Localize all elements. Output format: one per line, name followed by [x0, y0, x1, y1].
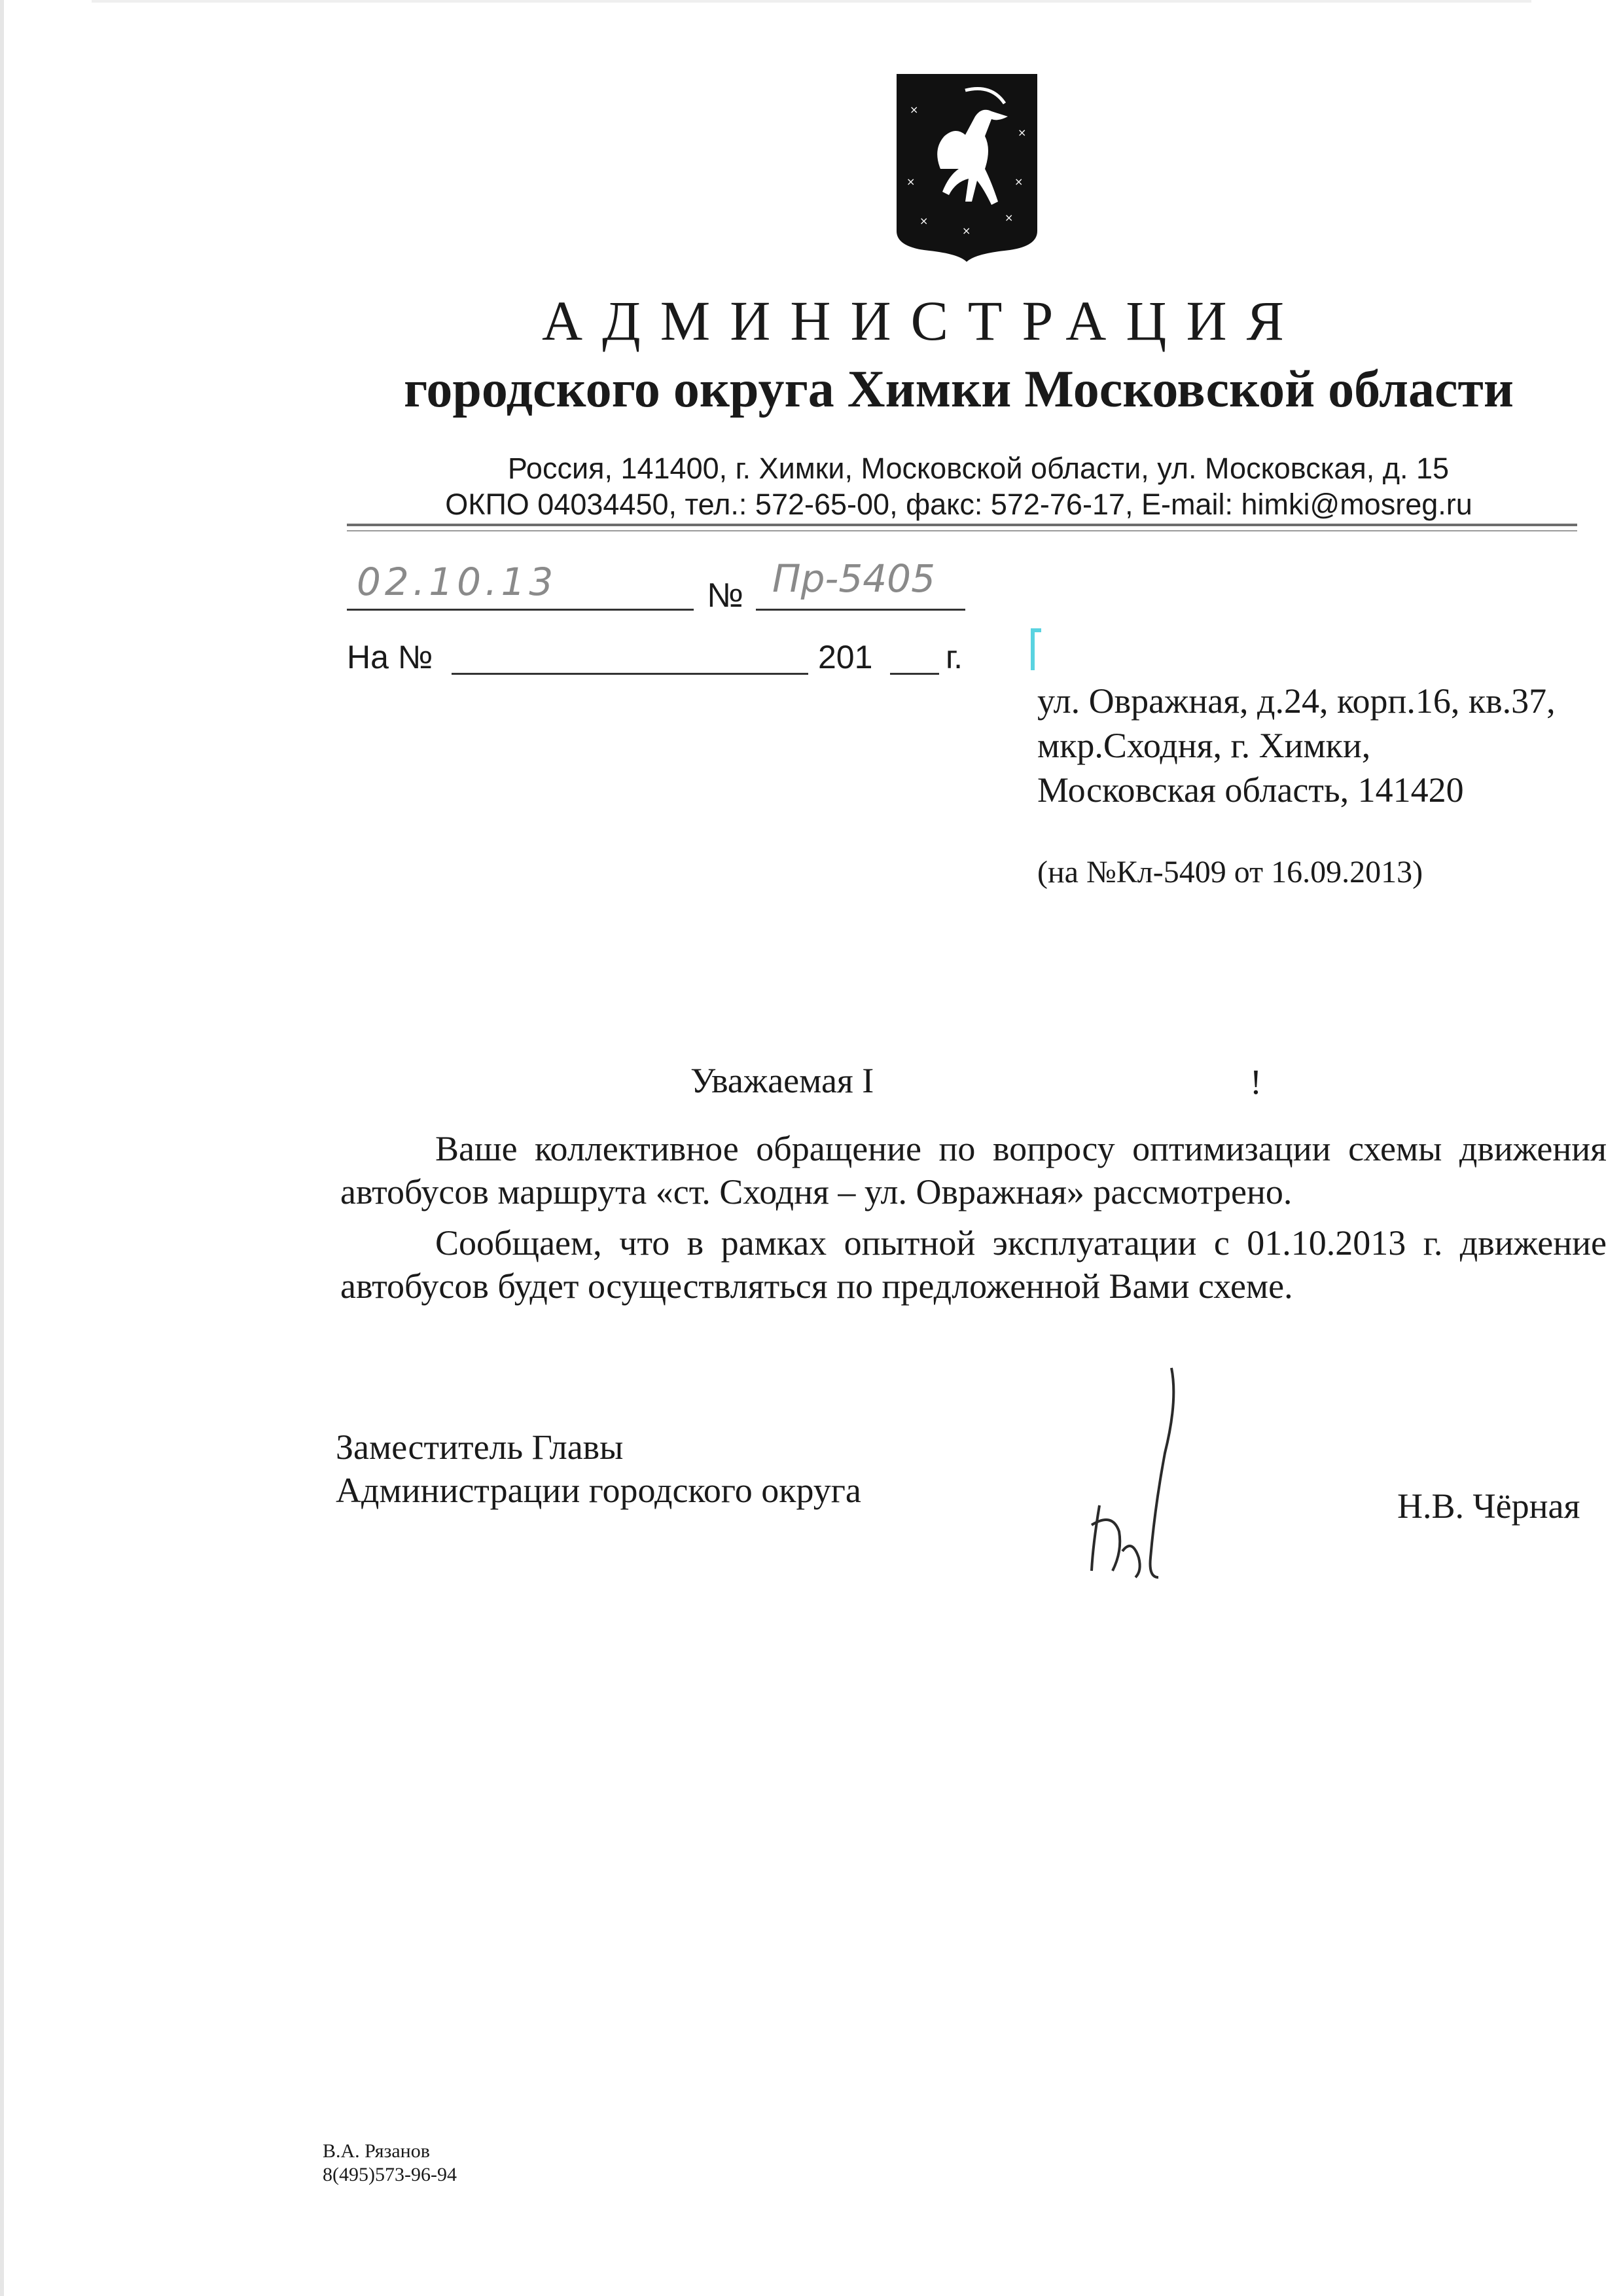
date-underline — [347, 609, 694, 611]
year-underline — [890, 673, 939, 675]
header-divider — [347, 524, 1577, 526]
signer-organization: Администрации городского округа — [336, 1471, 861, 1510]
signer-position: Заместитель Главы — [336, 1427, 624, 1467]
executor-name: В.А. Рязанов — [323, 2140, 430, 2162]
handwritten-signature — [1073, 1361, 1204, 1597]
organization-subtitle: городского округа Химки Московской области — [404, 361, 1514, 418]
svg-text:×: × — [919, 215, 929, 227]
outgoing-date-handwritten: 02.10.13 — [357, 560, 558, 604]
recipient-region: Московская область, 141420 — [1037, 770, 1464, 810]
coat-of-arms-emblem — [893, 71, 1041, 264]
svg-text:×: × — [1005, 211, 1014, 224]
svg-text:×: × — [906, 175, 916, 188]
greeting-exclamation: ! — [1250, 1062, 1262, 1102]
number-underline — [756, 609, 965, 611]
address-line: Россия, 141400, г. Химки, Московской области, ул. Московская, д. 15 — [507, 452, 1450, 485]
header-divider-thin — [347, 530, 1577, 531]
scan-edge-top — [92, 0, 1531, 3]
organization-title: АДМИНИСТРАЦИЯ — [542, 289, 1304, 352]
incoming-reference: (на №Кл-5409 от 16.09.2013) — [1037, 855, 1423, 889]
year-suffix: г. — [946, 639, 963, 675]
reply-to-label: На № — [347, 639, 433, 675]
recipient-street: ул. Овражная, д.24, корп.16, кв.37, — [1037, 681, 1556, 721]
signer-name: Н.В. Чёрная — [1397, 1486, 1580, 1526]
year-prefix: 201 — [818, 639, 873, 675]
contacts-line: ОКПО 04034450, тел.: 572-65-00, факс: 572-76-17, E-mail: himki@mosreg.ru — [445, 488, 1472, 521]
body-paragraph: Сообщаем, что в рамках опытной эксплуатации с 01.10.2013 г. движение автобусов будет осуществляться по предложенной Вами схеме. — [340, 1223, 1607, 1306]
number-label: № — [707, 577, 743, 615]
reply-to-underline — [452, 673, 808, 675]
executor-phone: 8(495)573-96-94 — [323, 2164, 457, 2185]
svg-text:×: × — [910, 103, 919, 116]
outgoing-number-handwritten: Пр-5405 — [772, 556, 935, 601]
scan-edge-left — [0, 0, 4, 2296]
svg-text:×: × — [1014, 175, 1024, 188]
body-paragraph: Ваше коллективное обращение по вопросу оптимизации схемы движения автобусов маршрута «ст. Сходня – ул. Овражная» рассмотрено. — [340, 1129, 1607, 1211]
greeting: Уважаемая I — [690, 1061, 874, 1100]
svg-text:×: × — [1018, 126, 1027, 139]
svg-text:×: × — [962, 224, 971, 237]
recipient-district: мкр.Сходня, г. Химки, — [1037, 726, 1371, 765]
highlighter-mark — [1031, 628, 1041, 670]
